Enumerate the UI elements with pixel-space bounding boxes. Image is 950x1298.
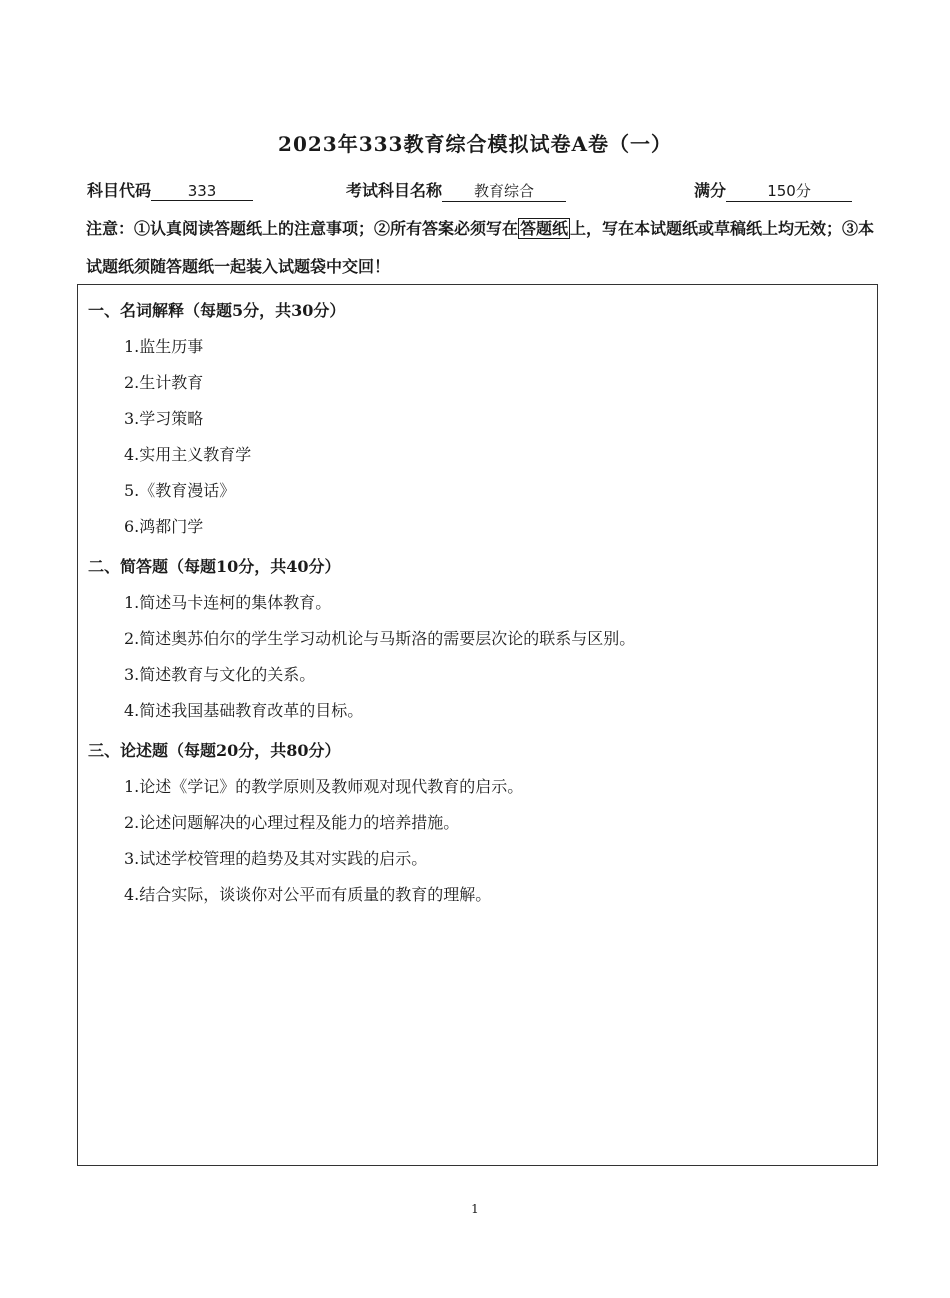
section-heading: 二、简答题（每题10分，共40分） (88, 557, 341, 576)
question-item: 1.监生历事 (124, 337, 204, 356)
notice-text-1: 注意：①认真阅读答题纸上的注意事项；②所有答案必须写在 (86, 219, 519, 238)
question-item: 2.生计教育 (124, 373, 204, 392)
subject-code (87, 178, 253, 201)
subject-name (346, 178, 566, 202)
question-item: 4.简述我国基础教育改革的目标。 (124, 701, 364, 720)
notice-boxed-word: 答题纸 (520, 219, 569, 238)
full-score (694, 178, 852, 202)
section-heading: 三、论述题（每题20分，共80分） (88, 741, 341, 760)
question-item: 4.结合实际，谈谈你对公平而有质量的教育的理解。 (124, 885, 492, 904)
question-item: 1.论述《学记》的教学原则及教师观对现代教育的启示。 (124, 777, 524, 796)
question-item: 5.《教育漫话》 (124, 481, 236, 500)
question-item: 3.学习策略 (124, 409, 204, 428)
question-item: 3.简述教育与文化的关系。 (124, 665, 316, 684)
question-item: 4.实用主义教育学 (124, 445, 252, 464)
subject-code-label: 科目代码 (87, 181, 152, 200)
full-score-value: 150分 (726, 180, 852, 202)
question-item: 1.简述马卡连柯的集体教育。 (124, 593, 332, 612)
question-item: 2.简述奥苏伯尔的学生学习动机论与马斯洛的需要层次论的联系与区别。 (124, 629, 636, 648)
page-number: 1 (471, 1202, 479, 1216)
section-heading: 一、名词解释（每题5分，共30分） (88, 301, 346, 320)
full-score-label: 满分 (694, 181, 727, 200)
question-item: 6.鸿都门学 (124, 517, 204, 536)
subject-code-value: 333 (151, 182, 253, 201)
question-item: 2.论述问题解决的心理过程及能力的培养措施。 (124, 813, 460, 832)
subject-name-label: 考试科目名称 (346, 181, 443, 200)
exam-title: 2023年333教育综合模拟试卷A卷（一） (278, 132, 672, 156)
notice-text-2: 上，写在本试题纸或草稿纸上均无效；③本试题纸须随答题纸一起装入试题袋中交回！ (86, 219, 875, 276)
notice (86, 210, 876, 286)
subject-name-value: 教育综合 (442, 180, 566, 202)
question-item: 3.试述学校管理的趋势及其对实践的启示。 (124, 849, 428, 868)
